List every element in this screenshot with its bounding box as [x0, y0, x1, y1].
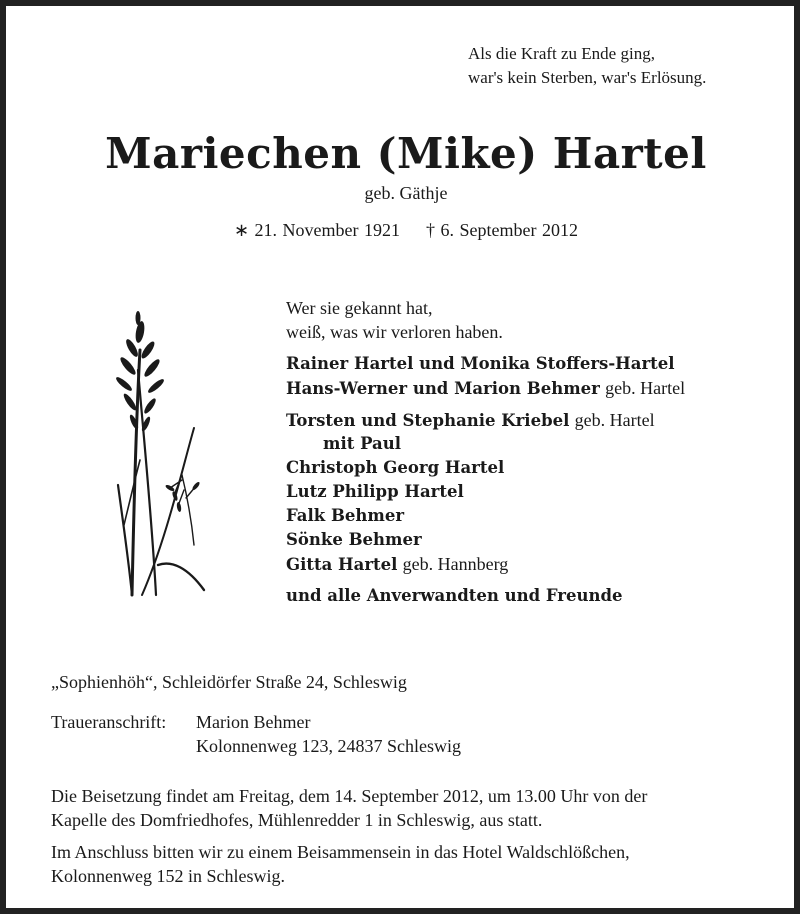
mourner-line	[286, 456, 504, 480]
funeral-line: Kapelle des Domfriedhofes, Mühlenredder 1 in Schleswig, aus statt.	[51, 810, 543, 830]
mourning-address-line: Marion Behmer	[196, 712, 311, 732]
verse-line: weiß, was wir verloren haben.	[286, 322, 503, 342]
verse	[286, 296, 503, 344]
mourner-name: Torsten und Stephanie Kriebel	[286, 411, 570, 430]
mourner-line	[286, 432, 401, 456]
reception-info	[51, 840, 630, 888]
reception-line: Kolonnenweg 152 in Schleswig.	[51, 866, 285, 886]
mourner-name: Falk Behmer	[286, 506, 405, 525]
life-dates	[6, 218, 800, 242]
place-line: „Sophienhöh“, Schleidörfer Straße 24, Schleswig	[51, 672, 407, 692]
mourner-line	[286, 504, 404, 528]
grass-stalk-illustration	[102, 310, 212, 600]
mourner-name: Lutz Philipp Hartel	[286, 482, 464, 501]
closing-line	[286, 584, 623, 608]
mourning-address-line: Kolonnenweg 123, 24837 Schleswig	[196, 736, 461, 756]
mourner-note: geb. Hartel	[605, 378, 686, 398]
birth-date: ∗ 21. November 1921	[233, 220, 401, 240]
mourner-note: geb. Hartel	[574, 410, 655, 430]
mourner-line	[286, 352, 675, 376]
verse-line: Wer sie gekannt hat,	[286, 298, 433, 318]
funeral-line: Die Beisetzung findet am Freitag, dem 14. September 2012, um 13.00 Uhr von der	[51, 786, 648, 806]
mourner-line	[286, 480, 464, 504]
birth-name: geb. Gäthje	[364, 183, 448, 203]
mourning-address-label: Traueranschrift:	[51, 712, 167, 732]
motto-line: Als die Kraft zu Ende ging,	[468, 44, 655, 63]
mourner-name: Gitta Hartel	[286, 555, 398, 574]
mourner-line	[286, 376, 685, 401]
mourner-name: mit Paul	[323, 434, 402, 453]
reception-line: Im Anschluss bitten wir zu einem Beisammensein in das Hotel Waldschlößchen,	[51, 842, 630, 862]
mourner-name: Hans-Werner und Marion Behmer	[286, 379, 600, 398]
motto-line: war's kein Sterben, war's Erlösung.	[468, 68, 707, 87]
mourning-address	[51, 710, 461, 758]
funeral-info	[51, 784, 647, 832]
mourner-line	[286, 528, 422, 552]
mourner-name: Sönke Behmer	[286, 530, 422, 549]
closing-text: und alle Anverwandten und Freunde	[286, 586, 623, 605]
mourner-name: Christoph Georg Hartel	[286, 458, 505, 477]
deceased-name: Mariechen (Mike) Hartel	[105, 129, 707, 178]
mourner-note: geb. Hannberg	[402, 554, 509, 574]
motto-quote	[468, 42, 706, 90]
mourner-line	[286, 552, 508, 577]
mourner-line	[286, 408, 655, 433]
mourner-name: Rainer Hartel und Monika Stoffers-Hartel	[286, 354, 675, 373]
death-date: † 6. September 2012	[426, 220, 579, 240]
